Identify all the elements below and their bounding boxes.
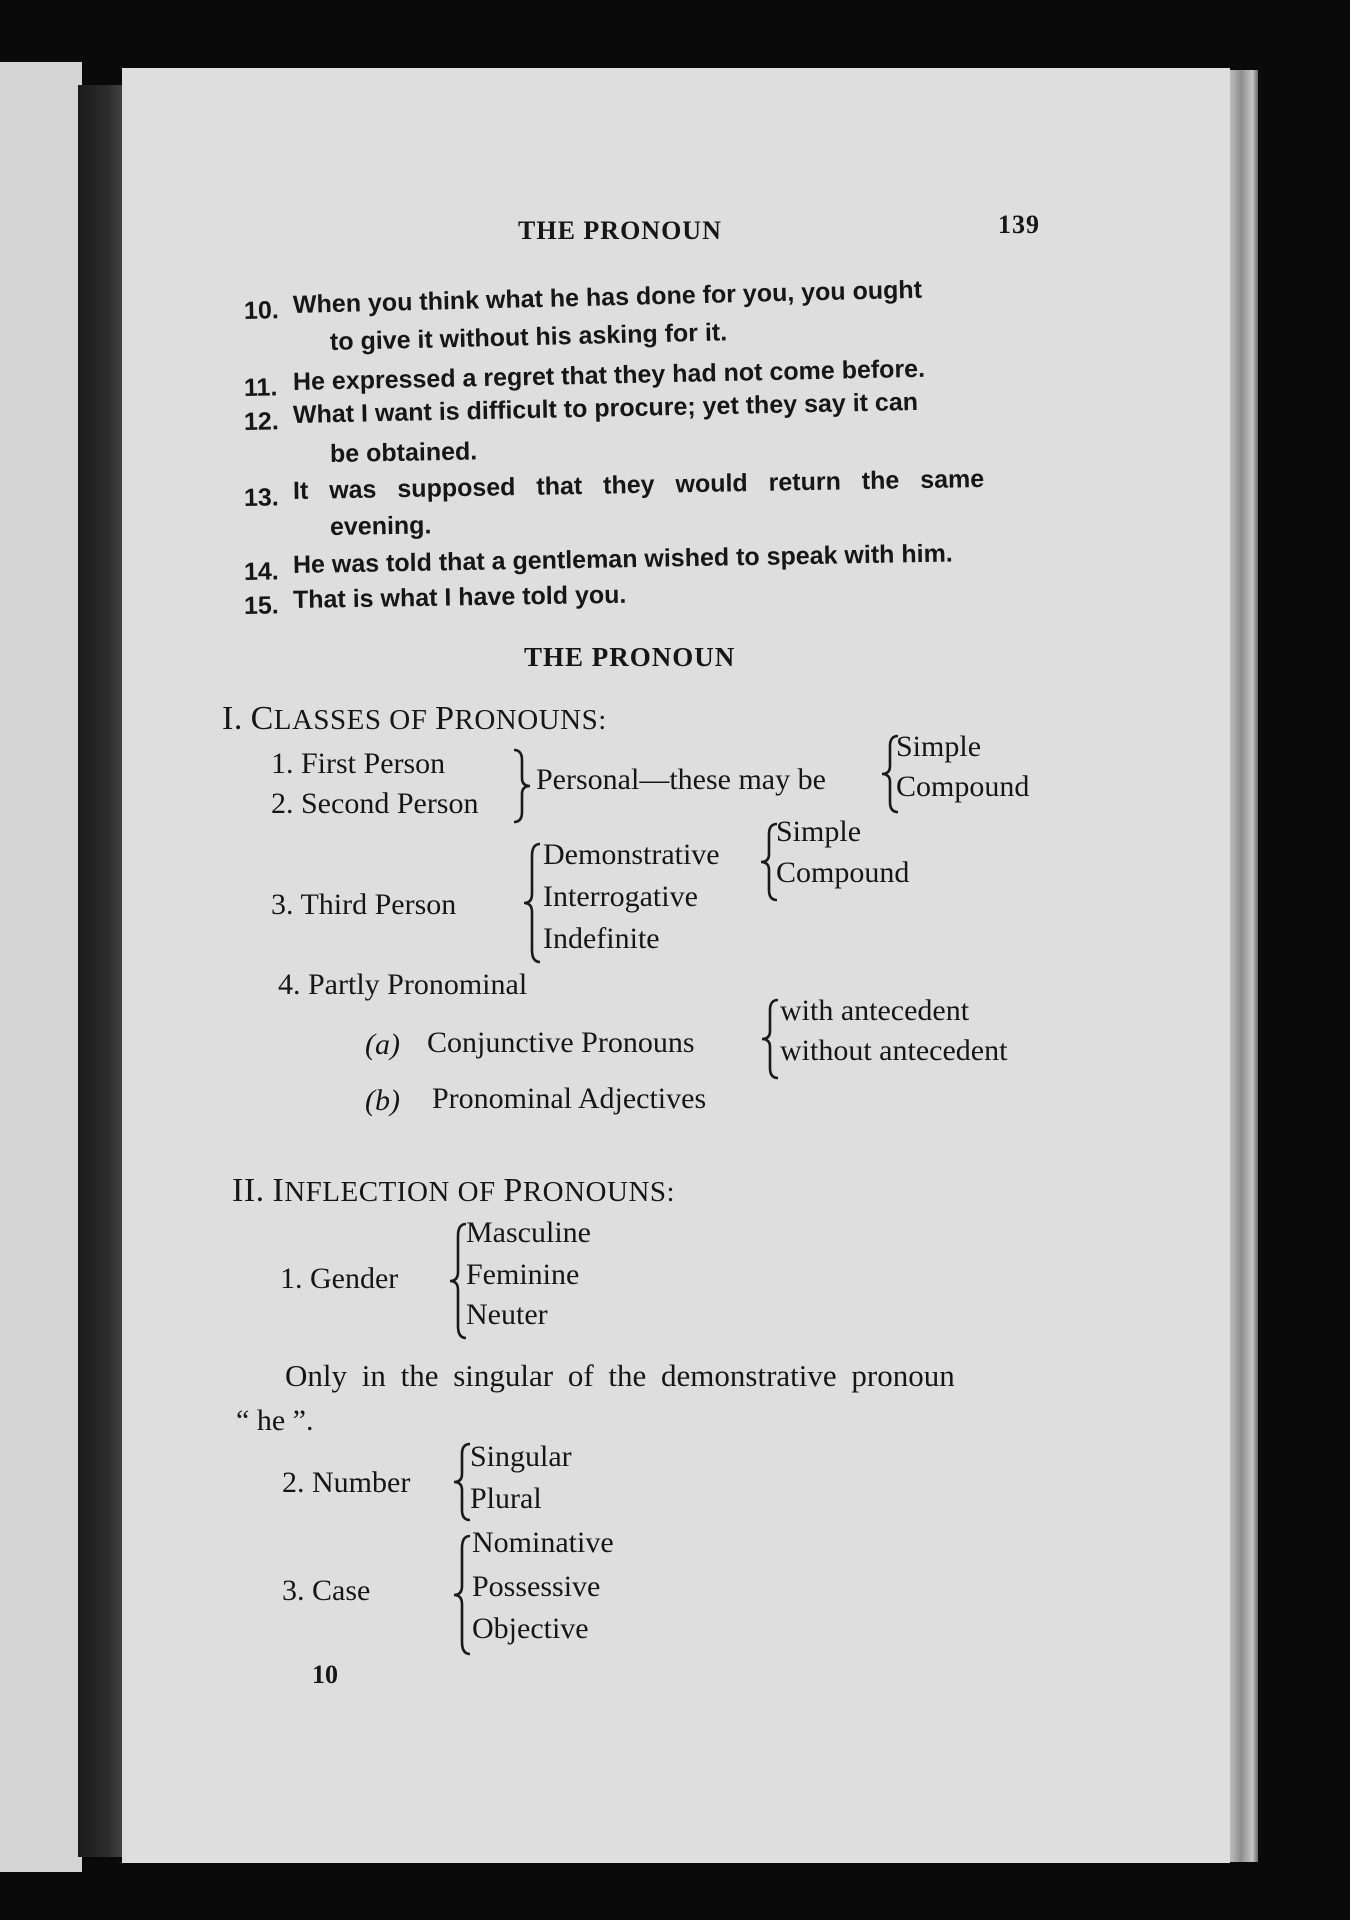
inflection-heading — [232, 1172, 675, 1210]
opening-brace — [758, 998, 780, 1080]
conjunctive-option: without antecedent — [780, 1034, 1008, 1067]
exercise-text: to give it without his asking for it. — [329, 318, 728, 356]
opening-brace — [450, 1442, 472, 1522]
exercise-number: 13. — [243, 483, 279, 512]
exercise-number: 12. — [243, 407, 280, 436]
number-label: 2. Number — [282, 1466, 411, 1499]
heading-numeral: I. — [222, 700, 243, 737]
exercise-number: 15. — [243, 591, 279, 620]
gender-note: Only in the singular of the demonstrative pronoun — [285, 1358, 955, 1393]
third-option: Demonstrative — [543, 838, 720, 871]
heading-numeral: II. — [232, 1172, 265, 1209]
adjectives-letter: (b) — [365, 1084, 400, 1117]
facing-page-edge — [0, 62, 82, 1872]
closing-brace — [512, 748, 534, 824]
exercise-text: He was told that a gentleman wished to speak with him. — [292, 539, 953, 579]
opening-brace — [450, 1534, 472, 1656]
exercise-text: When you think what he has done for you, you ought — [292, 275, 923, 319]
number-option: Singular — [470, 1440, 572, 1473]
heading-colon: : — [598, 704, 607, 736]
partly-pronominal: 4. Partly Pronominal — [278, 968, 528, 1001]
section-title: THE PRONOUN — [524, 642, 736, 672]
exercise-number: 11. — [243, 373, 278, 402]
personal-option: Simple — [896, 730, 982, 763]
conjunctive-pronouns: Conjunctive Pronouns — [427, 1026, 695, 1059]
heading-text: NFLECTION OF — [284, 1176, 496, 1208]
gender-option: Neuter — [466, 1298, 548, 1331]
demonstrative-option: Simple — [776, 815, 862, 848]
heading-text: LASSES OF — [273, 704, 428, 736]
second-person: 2. Second Person — [271, 787, 479, 820]
exercise-text: He expressed a regret that they had not come before. — [292, 354, 926, 396]
case-option: Nominative — [472, 1526, 614, 1559]
book-gutter — [78, 85, 128, 1857]
third-option: Indefinite — [543, 922, 660, 955]
heading-text: RONOUNS — [454, 704, 599, 736]
exercise-number: 10. — [243, 296, 280, 325]
first-person: 1. First Person — [271, 747, 446, 780]
conjunctive-letter: (a) — [365, 1028, 400, 1061]
demonstrative-option: Compound — [776, 856, 910, 889]
exercise-text: evening. — [329, 511, 432, 541]
exercise-text: It was supposed that they would return the same — [292, 464, 985, 505]
conjunctive-option: with antecedent — [780, 994, 970, 1027]
heading-initial: P — [435, 700, 455, 737]
case-option: Possessive — [472, 1570, 601, 1603]
personal-label: Personal—these may be — [536, 763, 826, 796]
page-number: 139 — [998, 210, 1040, 239]
third-option: Interrogative — [543, 880, 698, 913]
case-label: 3. Case — [282, 1574, 371, 1607]
signature-mark: 10 — [312, 1660, 338, 1689]
gender-label: 1. Gender — [280, 1262, 399, 1295]
exercise-text: be obtained. — [329, 437, 478, 468]
pronominal-adjectives: Pronominal Adjectives — [432, 1082, 707, 1115]
running-title: THE PRONOUN — [518, 216, 722, 245]
gender-option: Feminine — [466, 1258, 580, 1291]
exercise-text: That is what I have told you. — [292, 580, 627, 614]
third-person: 3. Third Person — [271, 888, 457, 921]
heading-initial: C — [250, 700, 274, 737]
classes-heading — [222, 700, 607, 738]
heading-text: RONOUNS — [522, 1176, 667, 1208]
opening-brace — [446, 1222, 468, 1340]
opening-brace — [520, 842, 542, 964]
case-option: Objective — [472, 1612, 589, 1645]
exercise-number: 14. — [243, 557, 279, 586]
heading-initial: I — [272, 1172, 285, 1209]
exercise-text: What I want is difficult to procure; yet they say it can — [292, 387, 919, 429]
heading-initial: P — [503, 1172, 523, 1209]
heading-colon: : — [666, 1176, 676, 1208]
gender-option: Masculine — [466, 1216, 591, 1249]
personal-option: Compound — [896, 770, 1030, 803]
page-edge-right — [1230, 70, 1258, 1862]
gender-note: “ he ”. — [236, 1404, 314, 1437]
number-option: Plural — [470, 1482, 542, 1515]
